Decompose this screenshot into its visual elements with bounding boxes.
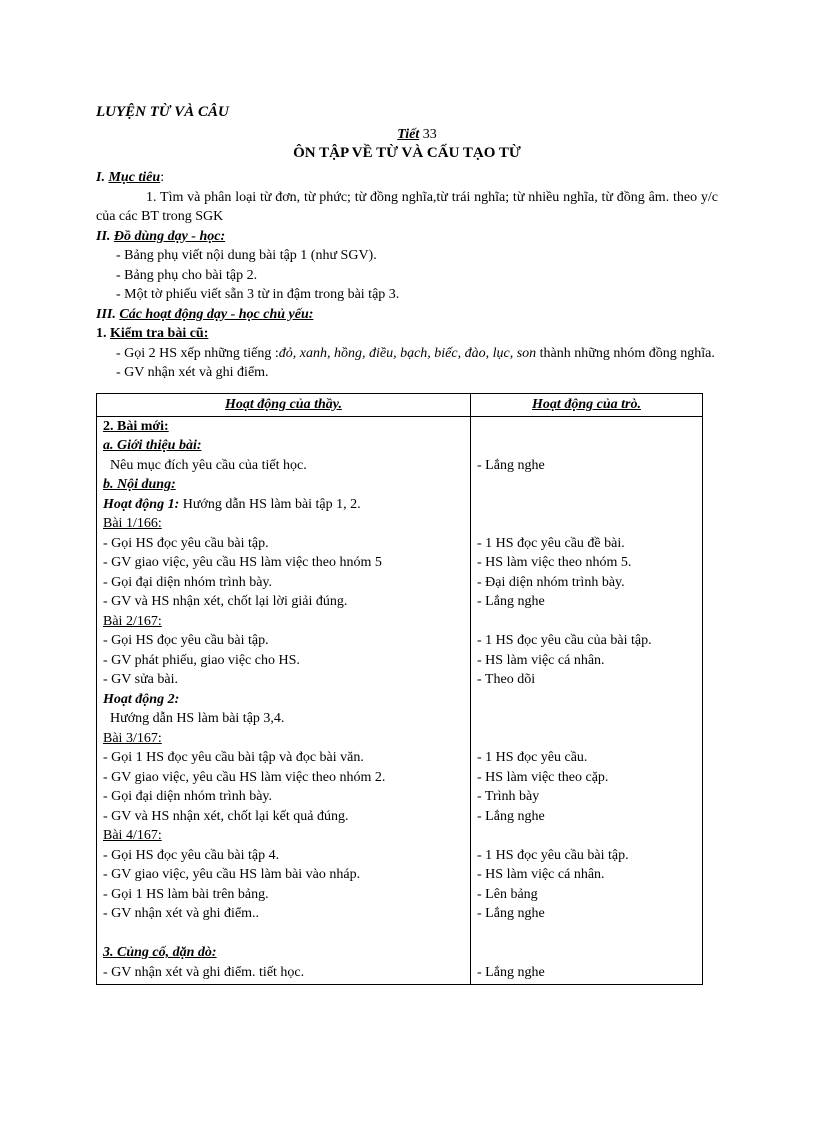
- materials-item: - Bảng phụ viết nội dung bài tập 1 (như SGV).: [116, 248, 377, 263]
- student-line: - 1 HS đọc yêu cầu của bài tập.: [477, 633, 652, 648]
- teacher-line-text: Bài 2/167:: [103, 613, 162, 629]
- student-line: - Lắng nghe: [477, 457, 545, 473]
- teacher-line: [103, 670, 464, 690]
- teacher-line-text: Hoạt động 2:: [103, 691, 180, 707]
- teacher-line-text: Nêu mục đích yêu cầu của tiết học.: [103, 457, 307, 473]
- check-heading-text: Kiểm tra bài cũ:: [110, 326, 209, 341]
- teacher-line-text: Bài 3/167:: [103, 730, 162, 746]
- materials-item: - Một tờ phiếu viết sẵn 3 từ in đậm trong bài tập 3.: [116, 287, 400, 302]
- period-line: [116, 125, 718, 144]
- student-line: - Lắng nghe: [477, 964, 545, 980]
- teacher-line: [103, 631, 464, 651]
- student-line: - HS làm việc cá nhân.: [477, 867, 605, 882]
- subject-heading: LUYỆN TỪ VÀ CÂU: [96, 104, 229, 120]
- teacher-line-text: b. Nội dung:: [103, 477, 176, 492]
- materials-heading-text: Đồ dùng dạy - học:: [113, 228, 226, 244]
- objectives-heading: I. Mục tiêu:: [96, 170, 165, 185]
- teacher-line: [103, 436, 464, 456]
- teacher-line: [103, 846, 464, 866]
- teacher-line: [103, 963, 464, 983]
- student-line: - 1 HS đọc yêu cầu.: [477, 750, 588, 765]
- teacher-line: [103, 573, 464, 593]
- check-prefix: 1.: [96, 326, 110, 341]
- objectives-text: 1. Tìm và phân loại từ đơn, từ phức; từ đồng nghĩa,từ trái nghĩa; từ nhiều nghĩa, từ đồng âm. theo y/c của các BT trong SGK: [96, 189, 718, 224]
- period-number: 33: [419, 127, 437, 142]
- teacher-activities-cell: [97, 416, 471, 985]
- activity-text: Hướng dẫn HS làm bài tập 1, 2.: [182, 496, 361, 512]
- teacher-line: [103, 709, 464, 729]
- teacher-line: [103, 612, 464, 632]
- activity-lead: Hoạt động 1:: [103, 496, 180, 512]
- teacher-line: [103, 768, 464, 788]
- student-line: - Đại diện nhóm trình bày.: [477, 574, 625, 590]
- materials-prefix: II.: [96, 228, 114, 244]
- teacher-line: [103, 865, 464, 885]
- teacher-line-text: a. Giới thiệu bài:: [103, 438, 202, 453]
- student-column-header: Hoạt động của trò.: [471, 393, 703, 416]
- student-line: [477, 924, 696, 944]
- teacher-line: [103, 514, 464, 534]
- teacher-line: [103, 475, 464, 495]
- teacher-line: [103, 826, 464, 846]
- teacher-line-text: - GV phát phiếu, giao việc cho HS.: [103, 652, 300, 668]
- student-line: - Lắng nghe: [477, 594, 545, 609]
- teacher-line-text: - GV giao việc, yêu cầu HS làm việc theo nhóm 2.: [103, 769, 386, 785]
- activities-prefix: III.: [96, 306, 120, 322]
- check-task-tail: thành những nhóm đồng nghĩa.: [536, 345, 715, 361]
- teacher-line: [103, 690, 464, 710]
- student-line: [477, 495, 696, 515]
- teacher-line: [103, 534, 464, 554]
- student-line: - HS làm việc theo cặp.: [477, 769, 609, 785]
- student-line: - HS làm việc cá nhân.: [477, 652, 605, 668]
- student-line: - Lắng nghe: [477, 906, 545, 921]
- teacher-line-text: - GV sửa bài.: [103, 672, 178, 687]
- teacher-line-text: Bài 1/166:: [103, 516, 162, 531]
- student-line: [477, 943, 696, 963]
- check-task: [96, 344, 718, 364]
- student-line: [477, 690, 696, 710]
- student-line: - 1 HS đọc yêu cầu đề bài.: [477, 535, 625, 551]
- teacher-line: [103, 592, 464, 612]
- objectives-prefix: I.: [96, 170, 109, 185]
- student-line: [477, 514, 696, 534]
- student-line: - HS làm việc theo nhóm 5.: [477, 555, 632, 570]
- student-line: - 1 HS đọc yêu cầu bài tập.: [477, 847, 629, 863]
- check-task-lead: - Gọi 2 HS xếp những tiếng :: [116, 345, 279, 361]
- teacher-line-text: - GV nhận xét và ghi điểm..: [103, 906, 260, 921]
- student-line: - Lên bảng: [477, 886, 538, 902]
- teacher-line-text: - GV giao việc, yêu cầu HS làm bài vào nháp.: [103, 867, 361, 882]
- teacher-line-text: - Gọi HS đọc yêu cầu bài tập 4.: [103, 847, 280, 863]
- student-line: [477, 612, 696, 632]
- teacher-line-text: - GV nhận xét và ghi điểm. tiết học.: [103, 964, 305, 980]
- student-line: - Lắng nghe: [477, 808, 545, 824]
- activities-heading: [96, 305, 718, 325]
- teacher-line-text: - Gọi HS đọc yêu cầu bài tập.: [103, 633, 269, 648]
- teacher-line-text: 3. Củng cố, dặn dò:: [103, 945, 217, 960]
- teacher-line-text: - Gọi 1 HS làm bài trên bảng.: [103, 886, 269, 902]
- teacher-line: [103, 885, 464, 905]
- teacher-line-text: 2. Bài mới:: [103, 418, 169, 434]
- materials-heading: [96, 227, 718, 247]
- teacher-line: [103, 748, 464, 768]
- student-line: [477, 436, 696, 456]
- teacher-line-text: - Gọi đại diện nhóm trình bày.: [103, 789, 273, 804]
- teacher-line-text: - GV và HS nhận xét, chốt lại kết quả đúng.: [103, 808, 349, 824]
- student-line: - Theo dõi: [477, 672, 536, 687]
- teacher-line: [103, 417, 464, 437]
- teacher-line: [103, 943, 464, 963]
- student-line: [477, 417, 696, 437]
- teacher-line-text: - Gọi đại diện nhóm trình bày.: [103, 574, 273, 590]
- teacher-line: [103, 924, 464, 944]
- student-line: - Trình bày: [477, 789, 540, 804]
- student-activities-cell: [471, 416, 703, 985]
- teacher-line-text: - Gọi 1 HS đọc yêu cầu bài tập và đọc bài văn.: [103, 750, 364, 765]
- lesson-plan-page: [96, 103, 718, 985]
- student-line: [477, 709, 696, 729]
- teacher-line: [103, 729, 464, 749]
- teacher-column-header: Hoạt động của thầy.: [97, 393, 471, 416]
- lesson-title: ÔN TẬP VỀ TỪ VÀ CẤU TẠO TỪ: [293, 145, 521, 161]
- teacher-line-text: Bài 4/167:: [103, 828, 162, 843]
- teacher-line: [103, 456, 464, 476]
- teacher-line: [103, 904, 464, 924]
- teacher-line: [103, 651, 464, 671]
- check-heading: [96, 324, 718, 344]
- teacher-line: [103, 787, 464, 807]
- activities-table: [96, 393, 703, 986]
- materials-item: - Bảng phụ cho bài tập 2.: [116, 267, 258, 283]
- teacher-line: [103, 495, 464, 515]
- teacher-line-text: - Gọi HS đọc yêu cầu bài tập.: [103, 535, 269, 551]
- student-line: [477, 729, 696, 749]
- teacher-line: [103, 807, 464, 827]
- activities-heading-text: Các hoạt động dạy - học chủ yếu:: [119, 306, 314, 322]
- check-feedback: - GV nhận xét và ghi điểm.: [116, 365, 269, 380]
- period-label: Tiết: [397, 127, 420, 142]
- teacher-line-text: - GV giao việc, yêu cầu HS làm việc theo hnóm 5: [103, 555, 382, 570]
- student-line: [477, 826, 696, 846]
- student-line: [477, 475, 696, 495]
- check-words: đỏ, xanh, hồng, điều, bạch, biếc, đào, lục, son: [278, 345, 537, 361]
- teacher-line-text: - GV và HS nhận xét, chốt lại lời giải đúng.: [103, 594, 348, 609]
- teacher-line: [103, 553, 464, 573]
- objectives-heading-text: Mục tiêu: [108, 170, 161, 185]
- teacher-line-text: Hướng dẫn HS làm bài tập 3,4.: [103, 711, 285, 726]
